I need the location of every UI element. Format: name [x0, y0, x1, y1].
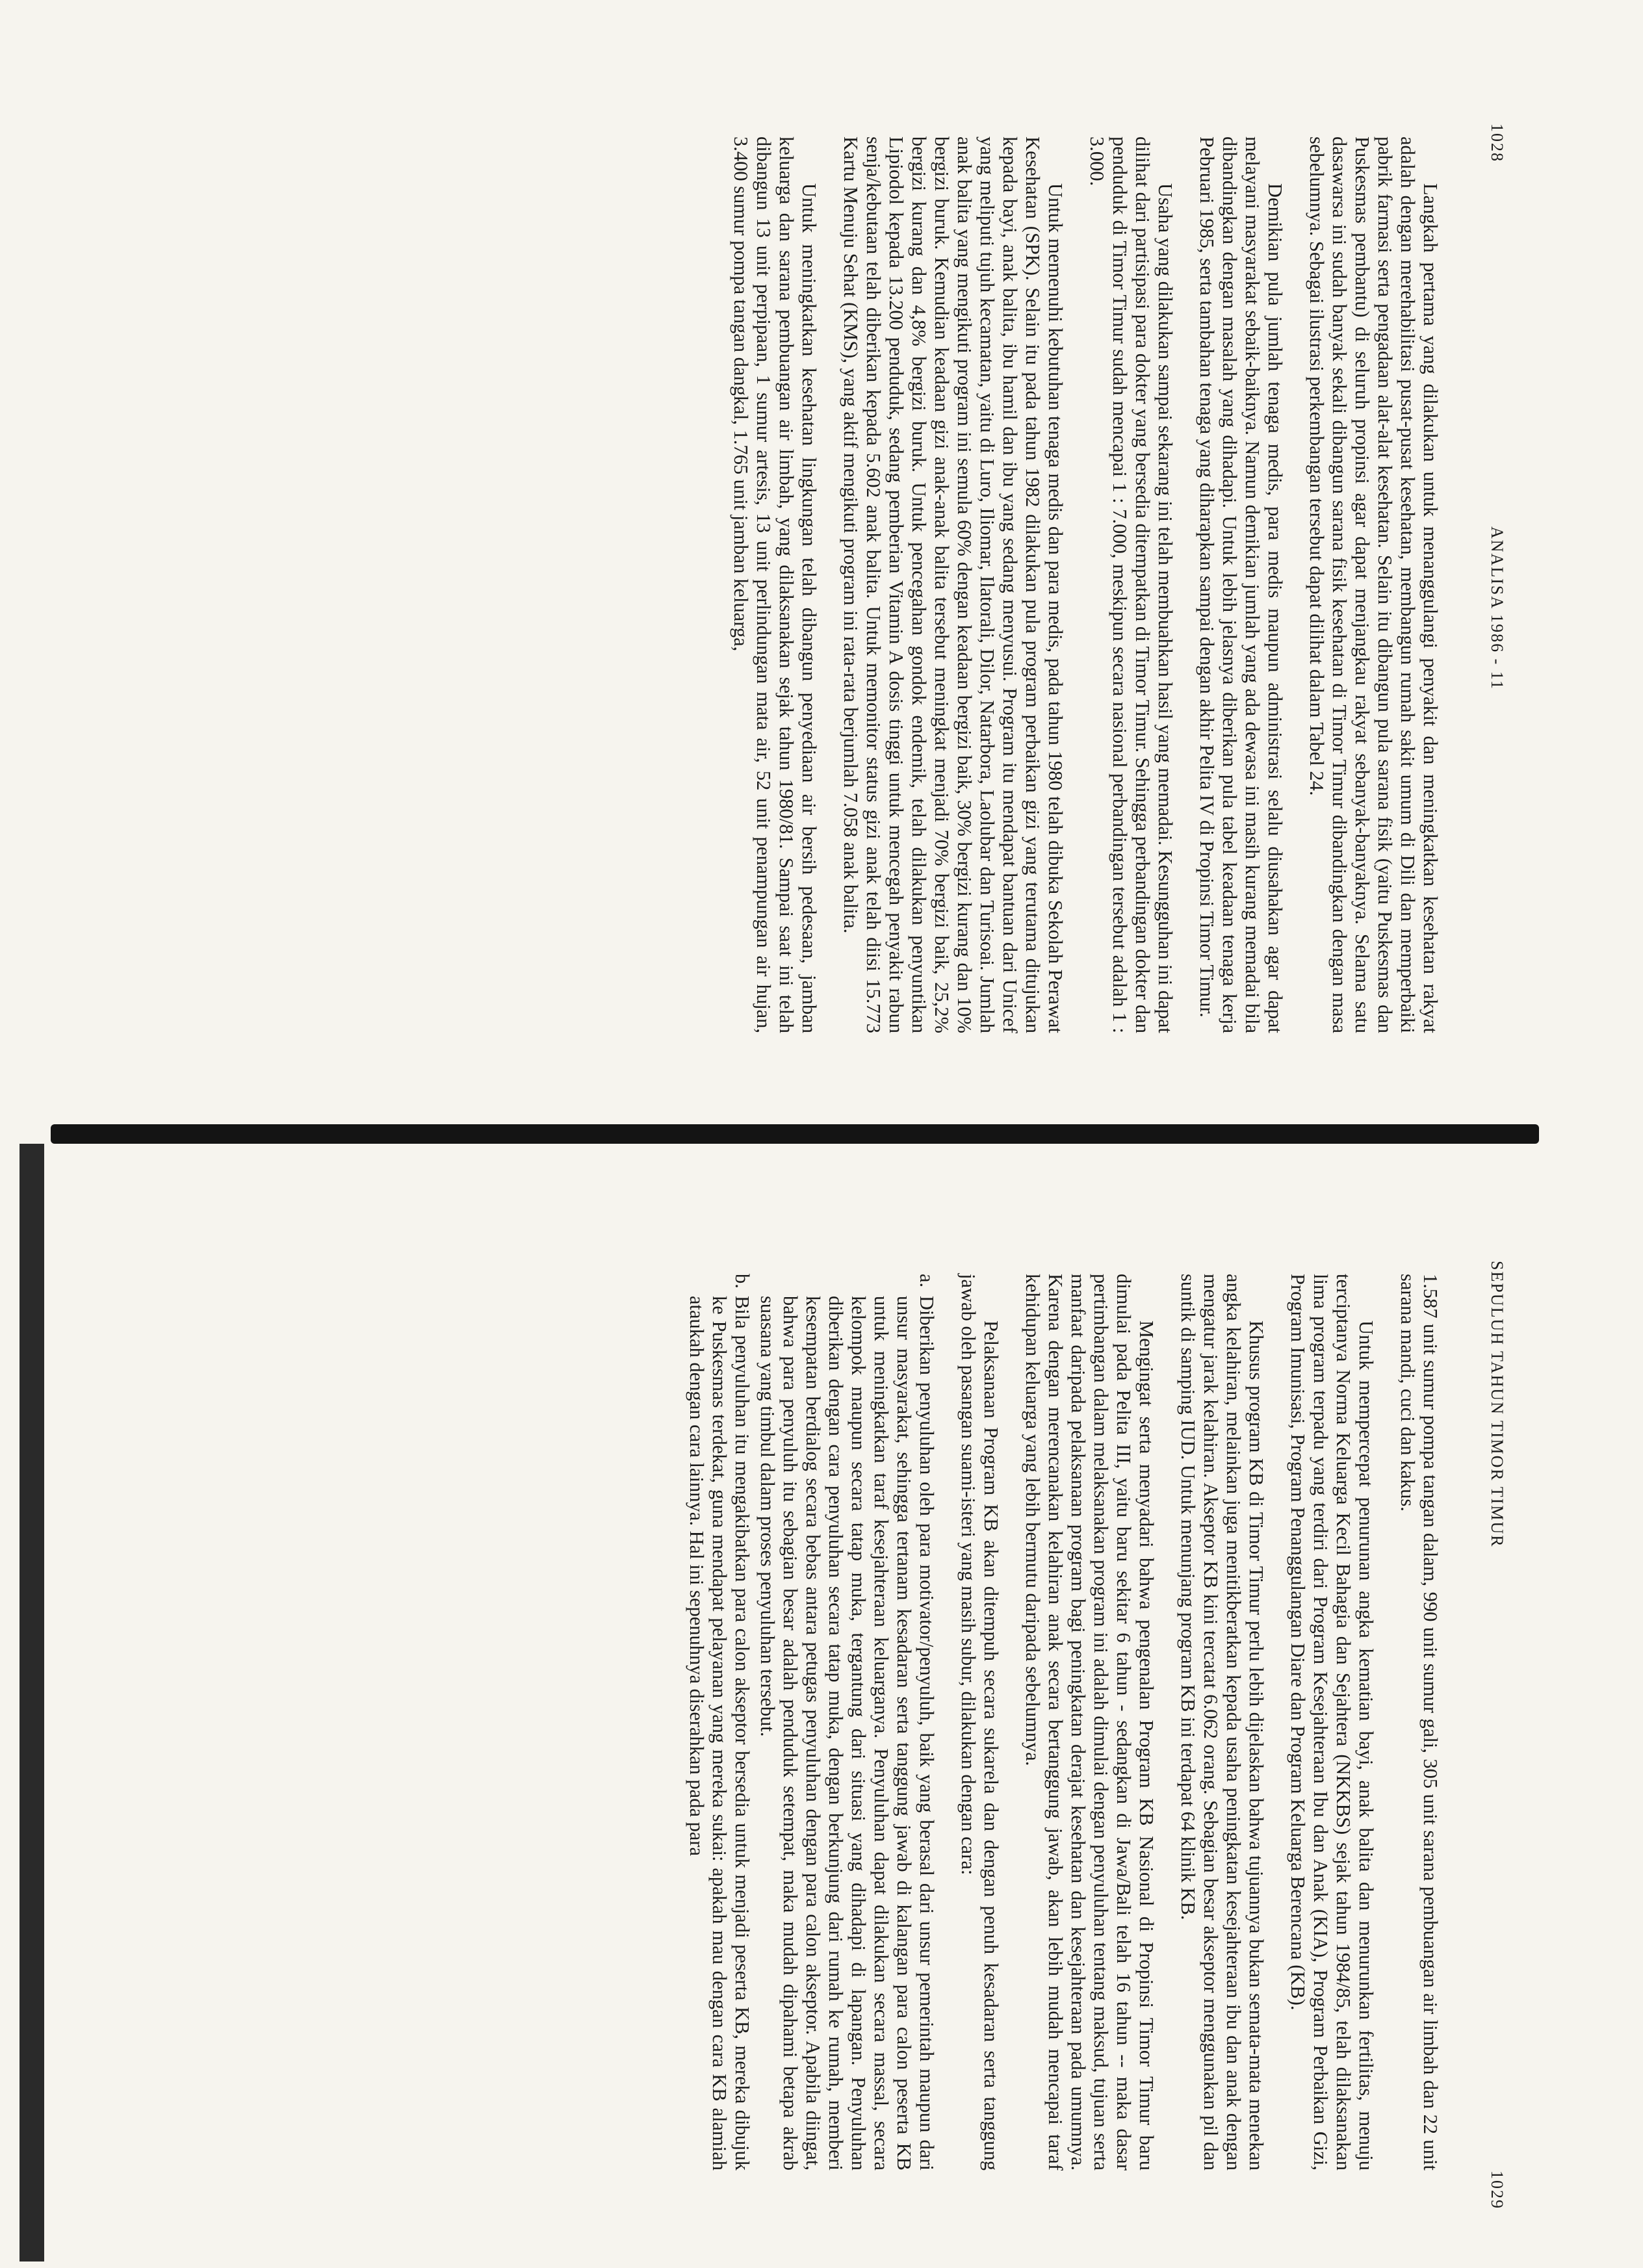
- page-gutter-shadow: [51, 1124, 1539, 1144]
- paragraph: Untuk meningkatkan kesehatan lingkungan telah dibangun penyediaan air bersih pedesaan, jamban keluarga dan sarana pembuangan air limbah, yang dilaksanakan sejak tahun 1980/81. Sampai saat ini telah dibangun 13 unit perpipaan, 1 sumur artesis, 13 unit perlindungan mata air, 52 unit penampungan air hujan, 3.400 sumur pompa tangan dangkal, 1.765 unit jamban keluarga,: [730, 136, 820, 1033]
- page-number: 1029: [1488, 2171, 1507, 2210]
- list-label: a.: [916, 1274, 938, 1288]
- paragraph: Demikian pula jumlah tenaga medis, para medis maupun administrasi selalu diusahakan agar dapat melayani masyarakat sebaik-baiknya. Namun demikian jumlah yang ada dewasa ini masih kurang memadai bila dibandingkan dengan masalah yang dihadapi. Untuk lebih jelasnya diberikan pula tabel keadaan tenaga kerja Pebruari 1985, serta tambahan tenaga yang diharapkan sampai dengan akhir Pelita IV di Propinsi Timor Timur.: [1196, 136, 1286, 1033]
- scan-edge-shadow: [19, 1144, 44, 2262]
- paragraph: Usaha yang dilakukan sampai sekarang ini telah membuahkan hasil yang memadai. Kesungguhan ini dapat dilihat dari partisipasi para dokter yang bersedia ditempatkan di Timor Timur. Sehingga perbandingan dokter dan penduduk di Timor Timur sudah mencapai 1 : 7.000, meskipun secara nasional perbandingan tersebut adalah 1 : 3.000.: [1086, 136, 1176, 1033]
- list-label: b.: [731, 1274, 753, 1289]
- list-text: Diberikan penyuluhan oleh para motivator/penyuluh, baik yang berasal dari unsur pemerintah maupun dari unsur masyarakat, sehingga tertanam kesadaran serta tanggung jawab di kalangan para calon peserta KB untuk meningkatkan taraf kesejahteraan keluarganya. Penyuluhan dapat dilakukan secara massal, secara kelompok maupun secara tatap muka, tergantung dari situasi yang dihadapi di lapangan. Penyuluhan diberikan dengan cara penyuluhan secara tatap muka, dengan berkunjung dari rumah ke rumah, memberi kesempatan berdialog secara bebas antara petugas penyuluhan dengan para calon akseptor. Apabila diingat, bahwa para penyuluh itu sebagian besar adalah penduduk setempat, maka mudah dipahami betapa akrab suasana yang timbul dalam proses penyuluhan tersebut.: [757, 1296, 938, 2171]
- paragraph: Langkah pertama yang dilakukan untuk menanggulangi penyakit dan meningkatkan kesehatan rakyat adalah dengan merehabilitasi pusat-pusat kesehatan, membangun rumah sakit umum di Dili dan memperbaiki pabrik farmasi serta pengadaan alat-alat kesehatan. Selain itu dibangun pula sarana fisik (yaitu Puskesmas dan Puskesmas pembantu) di seluruh propinsi agar dapat menjangkau rakyat sebanyak-banyaknya. Selama satu dasawarsa ini sudah banyak sekali dibangun sarana fisik kesehatan di Timor Timur dibandingkan dengan masa sebelumnya. Sebagai ilustrasi perkembangan tersebut dapat dilihat dalam Tabel 24.: [1306, 136, 1442, 1033]
- paragraph: 1.587 unit sumur pompa tangan dalam, 990 unit sumur gali, 305 unit sarana pembuangan air limbah dan 22 unit sarana mandi, cuci dan kakus.: [1397, 1274, 1442, 2171]
- list-text: Bila penyuluhan itu mengakibatkan para calon akseptor bersedia untuk menjadi peserta KB, mereka dibujuk ke Puskesmas terdekat, guna mendapat pelayanan yang mereka sukai: apakah mau dengan cara KB alamiah ataukah dengan cara lainnya. Hal ini sepenuhnya diserahkan pada para: [686, 1296, 753, 2171]
- body-text: [710, 136, 1442, 1033]
- paragraph: Pelaksanaan Program KB akan ditempuh secara sukarela dan dengan penuh kesadaran serta tanggung jawab oleh pasangan suami-isteri yang masih subur, dilakukan dengan cara:: [957, 1274, 1002, 2171]
- list-item: [685, 1274, 753, 2171]
- paragraph: Untuk mempercepat penurunan angka kematian bayi, anak balita dan menurunkan fertilitas, menuju terciptanya Norma Keluarga Kecil Bahagia dan Sejahtera (NKKBS) sejak tahun 1984/85, telah dilaksanakan lima program terpadu yang terdiri dari Program Kesejahteraan Ibu dan Anak (KIA), Program Perbaikan Gizi, Program Imunisasi, Program Penanggulangan Diare dan Program Keluarga Berencana (KB).: [1287, 1274, 1377, 2171]
- body-text: [682, 1274, 1442, 2171]
- running-head-title: ANALISA 1986 - 11: [1488, 526, 1507, 690]
- page-number: 1028: [1488, 123, 1507, 162]
- paragraph: Untuk memenuhi kebutuhan tenaga medis dan para medis, pada tahun 1980 telah dibuka Sekolah Perawat Kesehatan (SPK). Selain itu pada tahun 1982 dilakukan pula program perbaikan gizi yang terutama ditujukan kepada bayi, anak balita, ibu hamil dan ibu yang sedang menyusui. Program itu mendapat bantuan dari Unicef yang meliputi tujuh kecamatan, yaitu di Luro, Iliomar, Ilatorali, Dilor, Natarbora, Laolubar dan Turisoai. Jumlah anak balita yang mengikuti program ini semula 60% dengan keadaan bergizi baik, 30% bergizi kurang dan 10% bergizi buruk. Kemudian keadaan gizi anak-anak balita tersebut meningkat menjadi 70% bergizi baik, 25,2% bergizi kurang dan 4,8% bergizi buruk. Untuk pencegahan gondok endemik, telah dilakukan penyuntikan Lipiodol kepada 13.200 penduduk, sedang pemberian Vitamin A dosis tinggi untuk mencegah penyakit rabun senja/kebutaan telah diberikan kepada 5.602 anak balita. Untuk memonitor status gizi anak telah diisi 15.773 Kartu Menuju Sehat (KMS), yang aktif mengikuti program ini rata-rata berjumlah 7.058 anak balita.: [840, 136, 1067, 1033]
- left-page: [0, 26, 1643, 1131]
- list-item: [756, 1274, 938, 2171]
- paragraph: Mengingat serta menyadari bahwa pengenalan Program KB Nasional di Propinsi Timor Timur baru dimulai pada Pelita III, yaitu baru sekitar 6 tahun - sedangkan di Jawa/Bali telah 16 tahun -- maka dasar pertimbangan dalam melaksanakan program ini adalah dimulai dengan penyuluhan tentang maksud, tujuan serta manfaat daripada pelaksanaan program bagi peningkatan derajat kesehatan dan kesejahteraan pada umumnya. Karena dengan merencanakan kelahiran anak secara bertanggung jawab, akan lebih mudah mencapai taraf kehidupan keluarga yang lebih bermutu daripada sebelumnya.: [1022, 1274, 1158, 2171]
- right-page: [0, 1163, 1643, 2268]
- paragraph: Khusus program KB di Timor Timur perlu lebih dijelaskan bahwa tujuannya bukan semata-mata menekan angka kelahiran, melainkan juga menitikberatkan kepada usaha peningkatan kesejahteraan ibu dan anak dengan mengatur jarak kelahiran. Akseptor KB kini tercatat 6.062 orang. Sebagian besar akseptor menggunakan pil dan suntik di samping IUD. Untuk menunjang program KB ini terdapat 64 klinik KB.: [1177, 1274, 1267, 2171]
- running-head-title: SEPULUH TAHUN TIMOR TIMUR: [1488, 1261, 1507, 1548]
